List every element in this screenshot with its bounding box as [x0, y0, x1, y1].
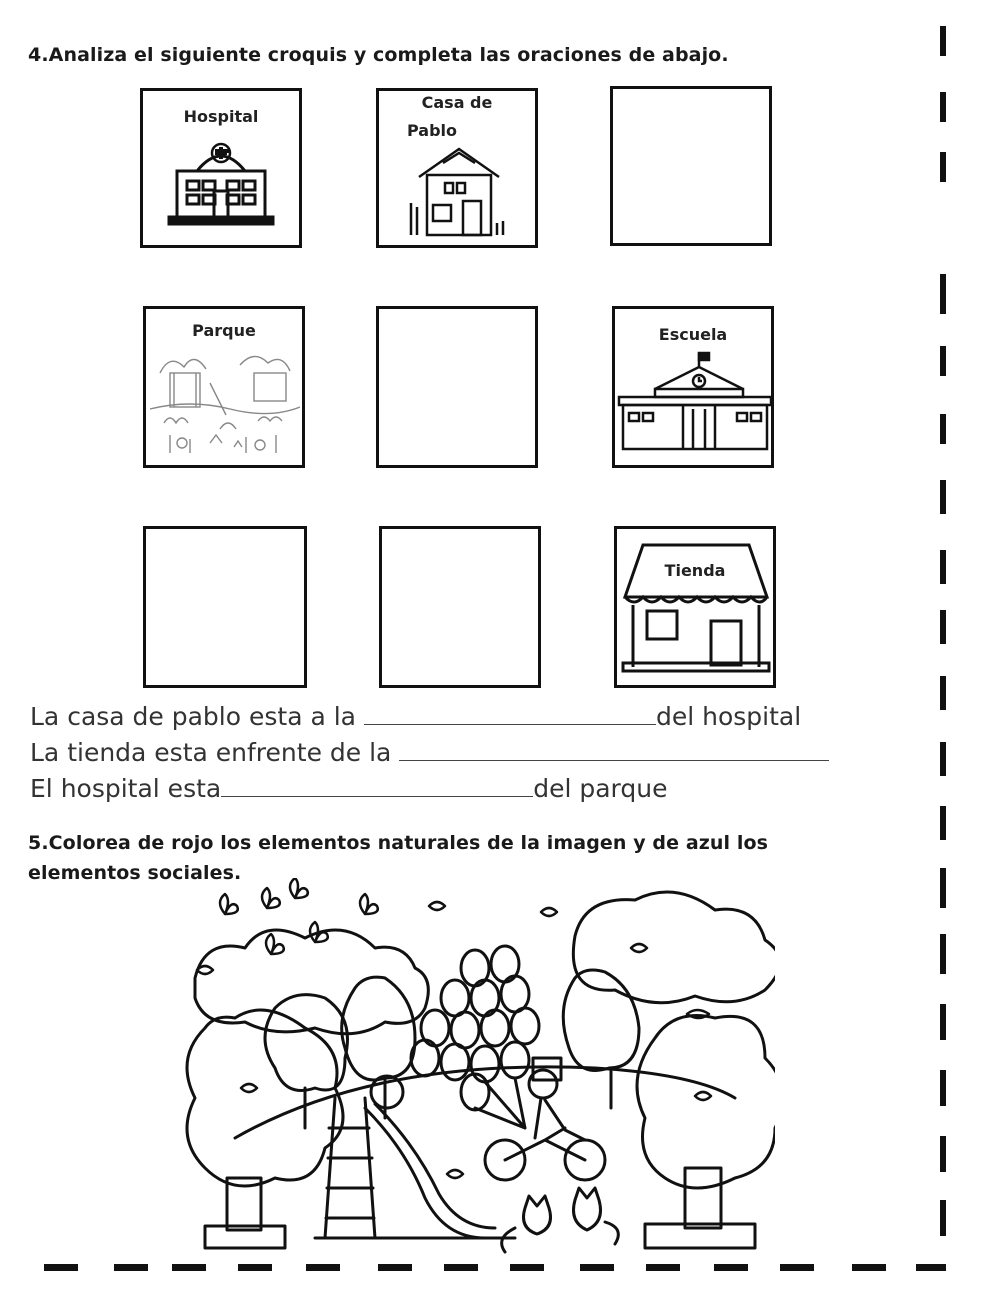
sentence-1-end: del hospital [655, 702, 802, 731]
blank-3[interactable] [221, 774, 533, 797]
cut-line-bottom [916, 1264, 946, 1271]
cut-line-bottom [114, 1264, 148, 1271]
sentence-1 [30, 702, 801, 731]
cut-line-bottom [444, 1264, 478, 1271]
tree-right-trunk [685, 1168, 721, 1228]
box-empty-2[interactable] [376, 306, 538, 468]
park-coloring-illustration[interactable] [175, 878, 775, 1264]
box-casa-de-pablo [376, 88, 538, 248]
cut-line-bottom [646, 1264, 680, 1271]
cut-line-right [940, 1070, 946, 1106]
sentence-1-start: La casa de pablo esta a la [30, 702, 357, 731]
cut-line-right [940, 742, 946, 776]
cut-line-right [940, 1200, 946, 1236]
box-empty-1[interactable] [610, 86, 772, 246]
box-empty-4[interactable] [379, 526, 541, 688]
house-icon [407, 143, 511, 239]
cut-line-right [940, 868, 946, 908]
cut-line-bottom [44, 1264, 78, 1271]
activity-4-heading: 4.Analiza el siguiente croquis y completa las oraciones de abajo. [28, 44, 729, 66]
box-empty-3[interactable] [143, 526, 307, 688]
blank-1[interactable] [364, 702, 656, 725]
school-icon [615, 349, 775, 451]
activity-5-heading-line2: elementos sociales. [28, 862, 242, 884]
hospital-icon [165, 135, 277, 227]
box-hospital [140, 88, 302, 248]
cut-line-bottom [172, 1264, 206, 1271]
cut-line-bottom [306, 1264, 340, 1271]
cut-line-bottom [852, 1264, 886, 1271]
cut-line-right [940, 676, 946, 710]
cut-line-right [940, 806, 946, 840]
cloud-right [573, 892, 775, 1003]
sentence-3 [30, 774, 667, 803]
cut-line-bottom [510, 1264, 544, 1271]
cut-line-right [940, 1004, 946, 1040]
casa-label-line1: Casa de [421, 93, 493, 112]
sentence-3-end: del parque [533, 774, 668, 803]
cut-line-right [940, 274, 946, 314]
parque-label: Parque [192, 321, 256, 340]
sentence-2-start: La tienda esta enfrente de la [30, 738, 392, 767]
casa-label-line2: Pablo [406, 121, 458, 140]
cut-line-right [940, 346, 946, 376]
box-escuela [612, 306, 774, 468]
cut-line-right [940, 26, 946, 56]
cut-line-right [940, 934, 946, 974]
butterflies [220, 878, 378, 954]
cut-line-right [940, 610, 946, 644]
box-tienda [614, 526, 776, 688]
cut-line-right [940, 414, 946, 444]
cut-line-bottom [378, 1264, 412, 1271]
cut-line-right [940, 550, 946, 584]
tienda-label: Tienda [664, 561, 726, 580]
cut-line-right [940, 1136, 946, 1172]
activity-5-heading-line1: 5.Colorea de rojo los elementos naturales de la imagen y de azul los [28, 832, 769, 854]
blank-2[interactable] [399, 738, 829, 761]
sentence-2 [30, 738, 829, 767]
park-icon [150, 343, 300, 461]
cut-line-right [940, 152, 946, 182]
cut-line-bottom [580, 1264, 614, 1271]
escuela-label: Escuela [658, 325, 728, 344]
tree-right [637, 1016, 775, 1189]
cut-line-right [940, 480, 946, 514]
cut-line-bottom [714, 1264, 748, 1271]
cats [502, 1188, 619, 1252]
box-parque [143, 306, 305, 468]
balloons [411, 946, 539, 1128]
cut-line-right [940, 92, 946, 122]
cut-line-bottom [238, 1264, 272, 1271]
hospital-label: Hospital [183, 107, 259, 126]
cut-line-bottom [780, 1264, 814, 1271]
sentence-3-start: El hospital esta [30, 774, 222, 803]
